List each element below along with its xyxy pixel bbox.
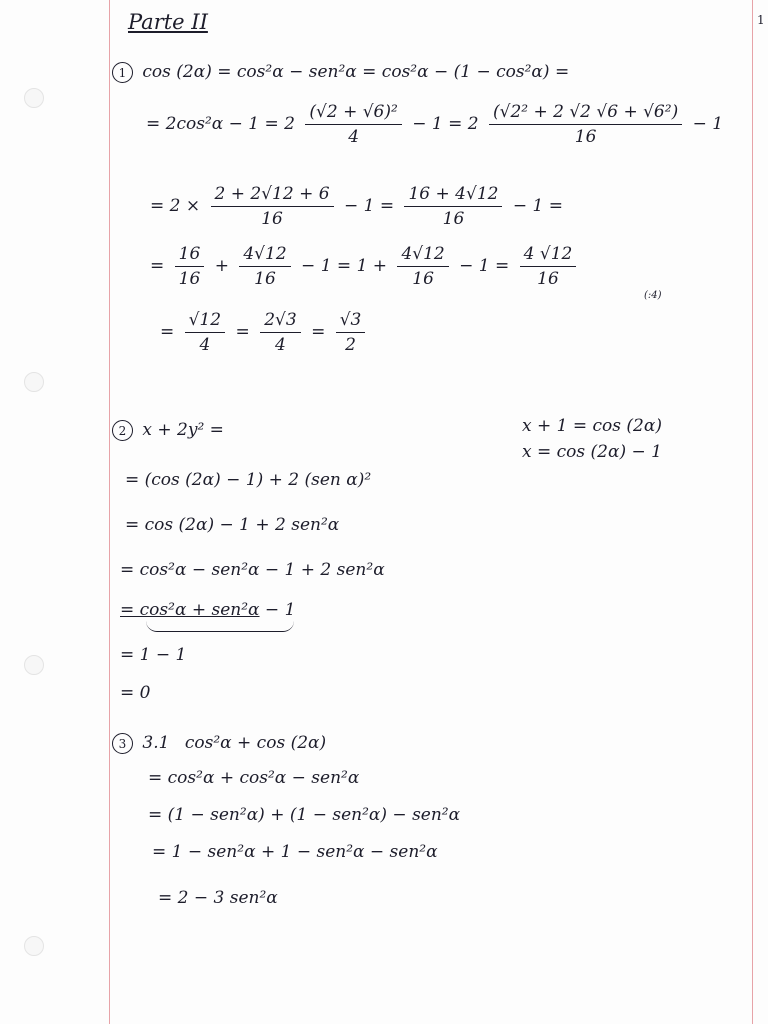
page-number: 1: [757, 13, 765, 27]
fraction: $\frac{\text{(√2² + 2 √2 √6 + √6²)}}{16}$: [489, 102, 682, 147]
exercise2-side-note-1: x + 1 = cos (2α): [522, 416, 662, 436]
punch-hole: [24, 88, 44, 108]
exercise-number-badge: 2: [112, 420, 133, 441]
exercise3-line2: = cos²α + cos²α − sen²α: [148, 768, 360, 788]
fraction: $\frac{√3}{2}$: [336, 310, 366, 355]
fraction: $\frac{2 + 2√12 + 6}{16}$: [211, 184, 334, 229]
exercise1-line5: = $\frac{√12}{4}$ = $\frac{2√3}{4}$ = $\frac{√3}{2}$: [160, 310, 370, 355]
right-margin-line: [752, 0, 753, 1024]
fraction: $\frac{2√3}{4}$: [260, 310, 300, 355]
exercise2-line6: = 1 − 1: [120, 645, 187, 665]
exercise2-line2: = (cos (2α) − 1) + 2 (sen α)²: [125, 470, 372, 490]
fraction: $\frac{4√12}{16}$: [397, 244, 448, 289]
punch-hole: [24, 936, 44, 956]
exercise1-line3: = 2 × $\frac{2 + 2√12 + 6}{16}$ − 1 = $\frac{16 + 4√12}{16}$ − 1 =: [150, 184, 563, 229]
exercise2-line7: = 0: [120, 683, 151, 703]
fraction: $\frac{16}{16}$: [175, 244, 205, 289]
punch-hole: [24, 655, 44, 675]
fraction: $\frac{4 √12}{16}$: [520, 244, 577, 289]
exercise1-line4: = $\frac{16}{16}$ + $\frac{4√12}{16}$ − 1 = 1 + $\frac{4√12}{16}$ − 1 = $\frac{4 √12}{16}$: [150, 244, 581, 289]
exercise-number-badge: 1: [112, 62, 133, 83]
exercise2-line4: = cos²α − sen²α − 1 + 2 sen²α: [120, 560, 385, 580]
punch-hole: [24, 372, 44, 392]
exercise3-line5: = 2 − 3 sen²α: [158, 888, 278, 908]
exercise2-line5: = cos²α + sen²α − 1: [120, 600, 296, 620]
divide-note: (:4): [644, 290, 662, 301]
fraction: $\frac{16 + 4√12}{16}$: [404, 184, 502, 229]
exercise3-line1: 3 3.1 cos²α + cos (2α): [112, 733, 326, 754]
page-title: Parte II: [128, 10, 208, 34]
fraction: $\frac{\text{(√2 + √6)²}}{4}$: [305, 102, 401, 147]
exercise2-line1: 2 x + 2y² =: [112, 420, 224, 441]
exercise3-line3: = (1 − sen²α) + (1 − sen²α) − sen²α: [148, 805, 461, 825]
exercise3-line4: = 1 − sen²α + 1 − sen²α − sen²α: [152, 842, 438, 862]
exercise2-line3: = cos (2α) − 1 + 2 sen²α: [125, 515, 340, 535]
exercise1-line2: = 2cos²α − 1 = 2 $\frac{\text{(√2 + √6)²}}{4}$ − 1 = 2 $\frac{\text{(√2² + 2 √2 √6 + √6²)}}{16}$ − 1: [146, 102, 724, 147]
exercise2-side-note-2: x = cos (2α) − 1: [522, 442, 662, 462]
fraction: $\frac{4√12}{16}$: [239, 244, 290, 289]
left-margin-line: [109, 0, 110, 1024]
exercise-number-badge: 3: [112, 733, 133, 754]
fraction: $\frac{√12}{4}$: [185, 310, 225, 355]
exercise1-line1: 1 cos (2α) = cos²α − sen²α = cos²α − (1 − cos²α) =: [112, 62, 569, 83]
underline-brace: [146, 621, 294, 632]
